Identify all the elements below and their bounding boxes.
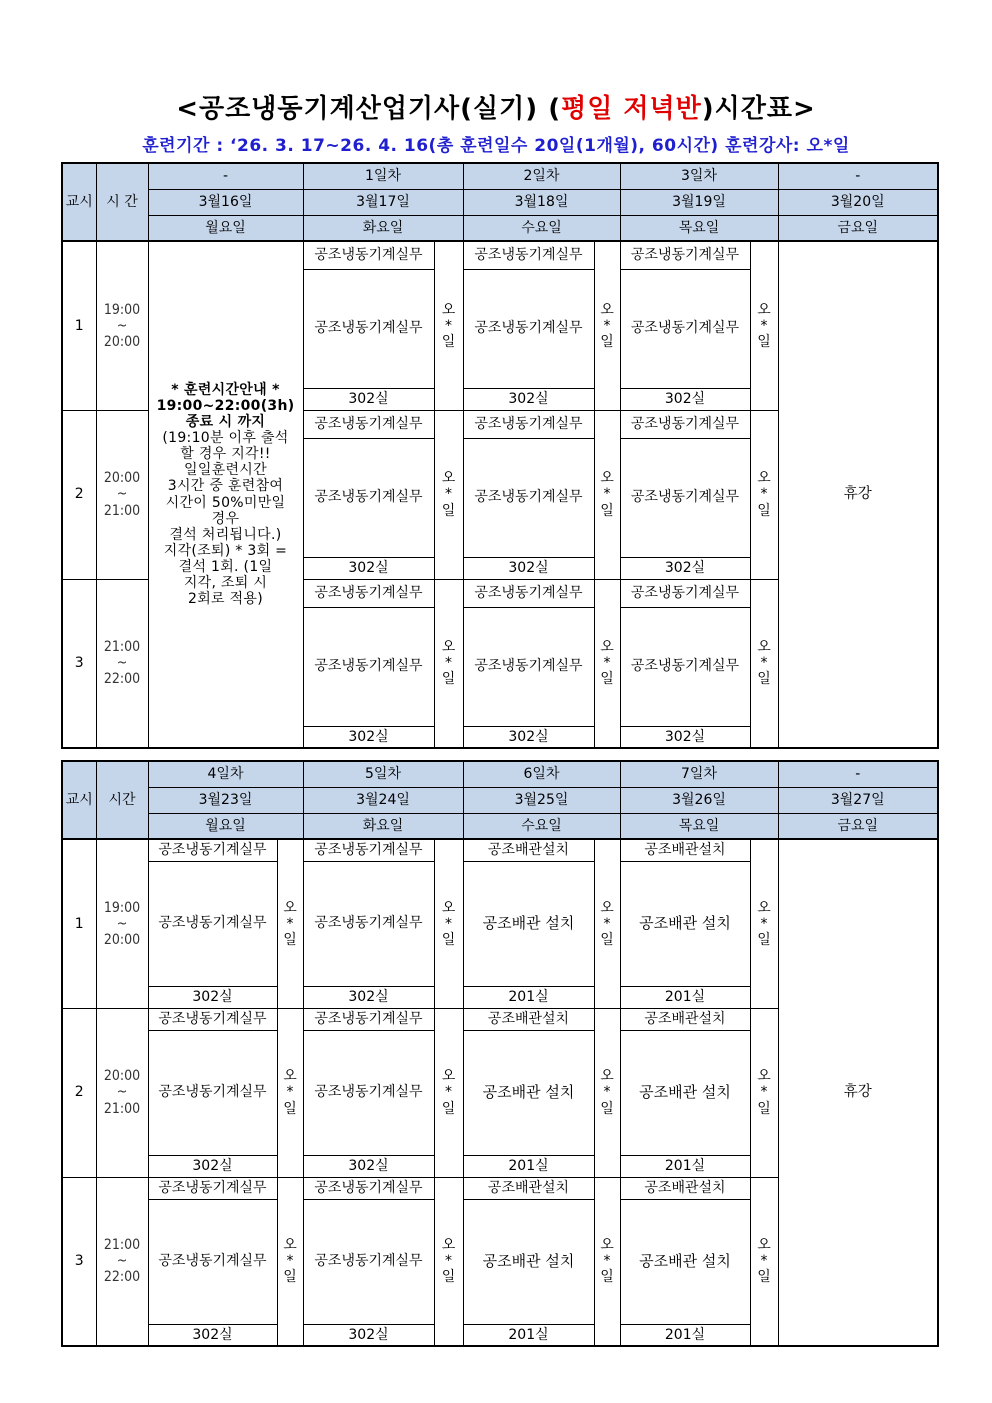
room: 302실: [463, 557, 594, 579]
time-end: 22:00: [103, 1269, 141, 1286]
notice-line: 경우: [211, 510, 240, 527]
instructor-name: 오*일: [441, 899, 456, 948]
subject-content: 공조냉동기계실무: [303, 607, 434, 726]
subject-content: 공조냉동기계실무: [463, 607, 594, 726]
room: 201실: [463, 986, 594, 1008]
time-sep: ~: [116, 1084, 128, 1101]
notice-line: 19:00~22:00(3h): [156, 397, 295, 414]
notice-line: 3시간 중 훈련참여: [167, 478, 284, 495]
subject-title: 공조냉동기계실무: [148, 1177, 277, 1199]
instructor-name: 오*일: [283, 1068, 297, 1117]
time-end: 20:00: [103, 333, 141, 350]
instructor-name: 오*일: [600, 1068, 614, 1117]
subject-title: 공조냉동기계실무: [303, 241, 434, 269]
notice-line: 지각(조퇴) * 3회 =: [163, 542, 288, 559]
period-number: 3: [62, 579, 96, 748]
subject-title: 공조배관설치: [463, 1177, 594, 1199]
subject-content: 공조배관 설치: [620, 1030, 750, 1155]
date: 3월26일: [620, 787, 778, 813]
room: 302실: [148, 1324, 277, 1346]
subject-content: 공조배관 설치: [620, 861, 750, 986]
instructor-cell: [277, 839, 303, 1008]
subject-title: 공조냉동기계실무: [620, 241, 750, 269]
instructor-cell: [277, 1177, 303, 1346]
room: 302실: [620, 388, 750, 410]
notice-line: 지각, 조퇴 시: [183, 574, 268, 591]
weekday: 월요일: [148, 215, 303, 241]
time-header: 시 간: [96, 163, 148, 241]
date: 3월18일: [463, 189, 620, 215]
weekday: 목요일: [620, 215, 778, 241]
week2-timetable: [61, 760, 939, 1347]
break-cell: [778, 839, 938, 1346]
notice-line: 할 경우 지각!!: [180, 446, 271, 463]
weekday: 금요일: [778, 215, 938, 241]
period-time: [96, 1008, 148, 1177]
subject-title: 공조냉동기계실무: [303, 1008, 434, 1030]
date: 3월25일: [463, 787, 620, 813]
weekday: 화요일: [303, 215, 463, 241]
instructor-cell: [434, 1008, 463, 1177]
day-num: 6일차: [463, 761, 620, 787]
room: 302실: [463, 388, 594, 410]
subject-content: 공조냉동기계실무: [463, 269, 594, 388]
subject-content: 공조냉동기계실무: [303, 861, 434, 986]
instructor-name: 오*일: [283, 899, 297, 948]
time-sep: ~: [116, 915, 128, 932]
title-highlight: 평일 저녁반: [561, 94, 702, 124]
notice-line: 종료 시 까지: [185, 414, 266, 431]
instructor-name: 오*일: [283, 1237, 297, 1286]
subject-title: 공조냉동기계실무: [148, 839, 277, 861]
instructor-name: 오*일: [757, 1237, 771, 1286]
time-start: 21:00: [103, 1237, 141, 1254]
instructor-name: 오*일: [600, 639, 614, 688]
instructor-cell: [750, 1177, 778, 1346]
subject-content: 공조냉동기계실무: [303, 1030, 434, 1155]
room: 302실: [303, 1324, 434, 1346]
notice-line: 결석 처리됩니다.): [169, 526, 282, 543]
time-sep: ~: [116, 317, 128, 334]
date: 3월24일: [303, 787, 463, 813]
time-end: 21:00: [103, 502, 141, 519]
period-time: [96, 579, 148, 748]
period-number: 2: [62, 410, 96, 579]
notice-line: 시간이 50%미만일: [165, 494, 286, 511]
room: 201실: [620, 1324, 750, 1346]
break-label: 휴강: [843, 1084, 872, 1101]
break-label: 휴강: [843, 486, 872, 503]
instructor-cell: [750, 1008, 778, 1177]
subject-title: 공조냉동기계실무: [148, 1008, 277, 1030]
break-cell: [778, 241, 938, 748]
time-start: 21:00: [103, 639, 141, 656]
subject-content: 공조냉동기계실무: [303, 1199, 434, 1324]
date: 3월17일: [303, 189, 463, 215]
instructor-cell: [750, 410, 778, 579]
subject-content: 공조냉동기계실무: [148, 861, 277, 986]
subject-title: 공조냉동기계실무: [303, 410, 434, 438]
instructor-cell: [594, 839, 620, 1008]
subject-title: 공조배관설치: [463, 839, 594, 861]
subject-content: 공조냉동기계실무: [620, 438, 750, 557]
instructor-name: 오*일: [600, 301, 614, 350]
instructor-name: 오*일: [441, 639, 456, 688]
weekday: 금요일: [778, 813, 938, 839]
period-number: 1: [62, 241, 96, 410]
day-num: 2일차: [463, 163, 620, 189]
time-end: 21:00: [103, 1100, 141, 1117]
day-num: -: [148, 163, 303, 189]
period-time: [96, 410, 148, 579]
instructor-name: 오*일: [600, 470, 614, 519]
period-number: 1: [62, 839, 96, 1008]
room: 302실: [303, 388, 434, 410]
subject-content: 공조냉동기계실무: [303, 438, 434, 557]
time-start: 20:00: [103, 470, 141, 487]
day-num: 3일차: [620, 163, 778, 189]
instructor-cell: [594, 410, 620, 579]
subject-title: 공조냉동기계실무: [303, 1177, 434, 1199]
time-end: 20:00: [103, 931, 141, 948]
room: 302실: [620, 726, 750, 748]
day-num: -: [778, 761, 938, 787]
time-start: 20:00: [103, 1068, 141, 1085]
notice-line: * 훈련시간안내 *: [171, 381, 280, 398]
weekday: 화요일: [303, 813, 463, 839]
subject-content: 공조냉동기계실무: [463, 438, 594, 557]
instructor-cell: [434, 579, 463, 748]
date: 3월23일: [148, 787, 303, 813]
instructor-name: 오*일: [757, 1068, 771, 1117]
training-period: 훈련기간 : ‘26. 3. 17~26. 4. 16(총 훈련일수 20일(1개월), 60시간) 훈련강사: 오*일: [142, 136, 850, 156]
instructor-cell: [594, 579, 620, 748]
subject-title: 공조배관설치: [463, 1008, 594, 1030]
instructor-name: 오*일: [757, 301, 771, 350]
instructor-cell: [434, 241, 463, 410]
weekday: 수요일: [463, 813, 620, 839]
time-end: 22:00: [103, 671, 141, 688]
subject-content: 공조배관 설치: [463, 1199, 594, 1324]
time-sep: ~: [116, 486, 128, 503]
subject-content: 공조배관 설치: [620, 1199, 750, 1324]
period-time: [96, 839, 148, 1008]
instructor-name: 오*일: [600, 899, 614, 948]
instructor-cell: [434, 1177, 463, 1346]
subject-title: 공조냉동기계실무: [620, 579, 750, 607]
weekday: 목요일: [620, 813, 778, 839]
notice-line: 결석 1회. (1일: [178, 558, 273, 575]
weekday: 수요일: [463, 215, 620, 241]
period-time: [96, 1177, 148, 1346]
room: 302실: [148, 986, 277, 1008]
time-header: 시간: [96, 761, 148, 839]
page-title: <공조냉동기계산업기사(실기) (평일 저녁반)시간표>: [176, 94, 816, 124]
instructor-name: 오*일: [441, 1068, 456, 1117]
instructor-name: 오*일: [757, 470, 771, 519]
day-num: 7일차: [620, 761, 778, 787]
weekday: 월요일: [148, 813, 303, 839]
date: 3월19일: [620, 189, 778, 215]
day-num: 1일차: [303, 163, 463, 189]
instructor-cell: [750, 579, 778, 748]
period-time: [96, 241, 148, 410]
subject-content: 공조냉동기계실무: [620, 607, 750, 726]
subject-title: 공조냉동기계실무: [303, 839, 434, 861]
subject-content: 공조냉동기계실무: [303, 269, 434, 388]
instructor-name: 오*일: [441, 470, 456, 519]
instructor-name: 오*일: [441, 1237, 456, 1286]
subject-title: 공조냉동기계실무: [303, 579, 434, 607]
instructor-cell: [750, 241, 778, 410]
room: 302실: [303, 557, 434, 579]
room: 201실: [620, 986, 750, 1008]
instructor-cell: [594, 1008, 620, 1177]
time-start: 19:00: [103, 899, 141, 916]
instructor-cell: [594, 241, 620, 410]
room: 302실: [303, 986, 434, 1008]
time-start: 19:00: [103, 301, 141, 318]
instructor-cell: [277, 1008, 303, 1177]
instructor-name: 오*일: [757, 899, 771, 948]
room: 302실: [303, 726, 434, 748]
period-header: 교시: [62, 761, 96, 839]
subject-content: 공조냉동기계실무: [148, 1030, 277, 1155]
week1-timetable: [61, 162, 939, 749]
room: 201실: [620, 1155, 750, 1177]
day-num: 4일차: [148, 761, 303, 787]
subject-title: 공조냉동기계실무: [463, 410, 594, 438]
subject-title: 공조냉동기계실무: [463, 579, 594, 607]
date: 3월20일: [778, 189, 938, 215]
date: 3월27일: [778, 787, 938, 813]
room: 302실: [303, 1155, 434, 1177]
instructor-cell: [434, 839, 463, 1008]
instructor-cell: [434, 410, 463, 579]
notice-line: 2회로 적용): [187, 591, 263, 608]
period-number: 2: [62, 1008, 96, 1177]
subject-title: 공조냉동기계실무: [620, 410, 750, 438]
period-number: 3: [62, 1177, 96, 1346]
instructor-name: 오*일: [757, 639, 771, 688]
subject-content: 공조냉동기계실무: [620, 269, 750, 388]
instructor-name: 오*일: [600, 1237, 614, 1286]
date: 3월16일: [148, 189, 303, 215]
instructor-cell: [594, 1177, 620, 1346]
room: 302실: [463, 726, 594, 748]
subject-content: 공조배관 설치: [463, 1030, 594, 1155]
period-header: 교시: [62, 163, 96, 241]
subject-content: 공조냉동기계실무: [148, 1199, 277, 1324]
time-sep: ~: [116, 1253, 128, 1270]
time-sep: ~: [116, 655, 128, 672]
instructor-name: 오*일: [441, 301, 456, 350]
instructor-cell: [750, 839, 778, 1008]
room: 302실: [148, 1155, 277, 1177]
subject-title: 공조배관설치: [620, 1177, 750, 1199]
day-num: -: [778, 163, 938, 189]
room: 201실: [463, 1155, 594, 1177]
subject-title: 공조냉동기계실무: [463, 241, 594, 269]
room: 302실: [620, 557, 750, 579]
subject-content: 공조배관 설치: [463, 861, 594, 986]
notice-box: [148, 241, 303, 748]
day-num: 5일차: [303, 761, 463, 787]
subject-title: 공조배관설치: [620, 1008, 750, 1030]
notice-line: (19:10분 이후 출석: [162, 430, 289, 447]
room: 201실: [463, 1324, 594, 1346]
subject-title: 공조배관설치: [620, 839, 750, 861]
notice-line: 일일훈련시간: [184, 462, 267, 479]
